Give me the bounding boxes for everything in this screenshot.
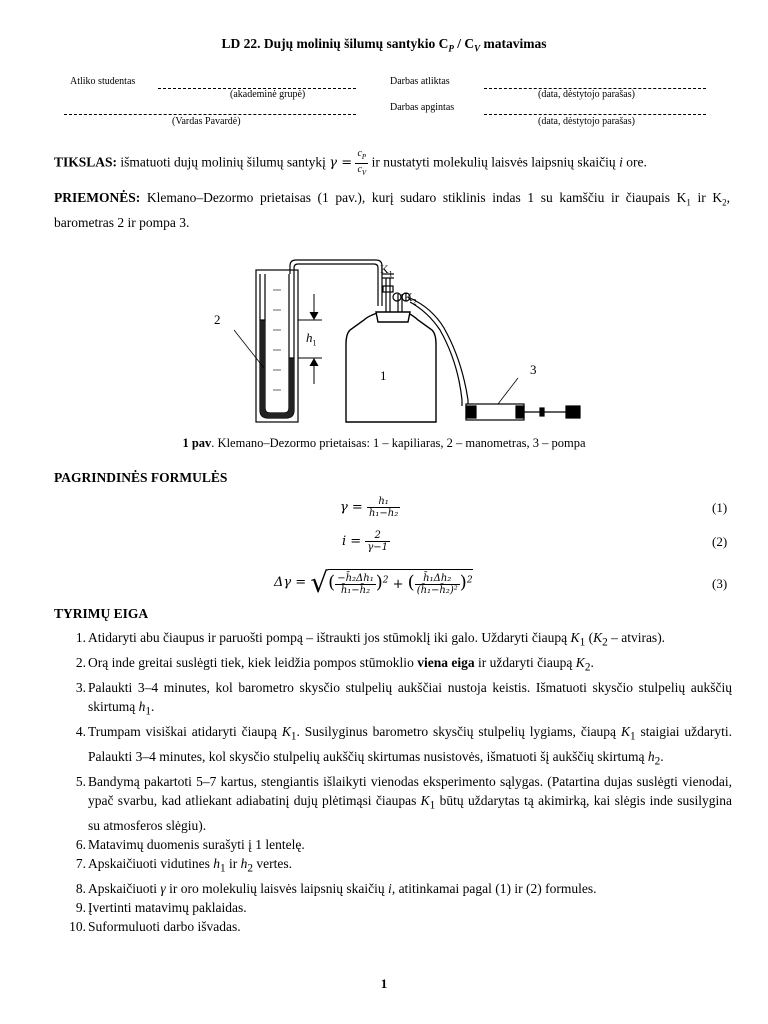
procedure-step (54, 898, 732, 917)
defended-label: Darbas apgintas (390, 102, 455, 113)
glass-bottle (346, 312, 436, 422)
figure-label-1: 1 (380, 368, 387, 383)
equipment-paragraph: PRIEMONĖS: Klemano–Dezormo prietaisas (1 pav.), kurį sudaro stiklinis indas 1 su kamščiu ir čiaupais $K_1$ ir $K_2$, barometras 2 ir pompa 3. (54, 190, 731, 230)
page-title: LD 22. Dujų molinių šilumų santykio $C_P / C_V$ matavimas (221, 36, 547, 54)
procedure-step (54, 653, 732, 678)
formulas-heading: PAGRINDINĖS FORMULĖS (54, 470, 228, 485)
page-number: 1 (380, 976, 388, 991)
formula-3: Δγ = √( $\frac{\text{−h̄₂Δh₁}}{\text{h̄₁−h̄₂}}$ )$^2$ + ( $\frac{\text{h̄₁Δh₂}}{\text{(h̄₁−h̄₂)²}}$ )$^2$ (274, 566, 473, 599)
procedure-step (54, 879, 732, 898)
step-number: 4. (75, 723, 86, 739)
formula-3-number: (3) (712, 576, 728, 591)
manometer (256, 270, 298, 422)
step-text: Suformuluoti darbo išvadas. (88, 919, 241, 935)
figure-label-h1: $h_1$ (306, 330, 317, 348)
connecting-pipe (290, 260, 394, 306)
step-text: Apskaičiuoti vidutines $h_1$ ir $h_2$ vertes. (88, 856, 292, 875)
step-number: 3. (75, 679, 86, 695)
formula-1: γ = $\frac{\text{h₁}}{\text{h₁−h₂}}$ (340, 496, 399, 519)
figure-label-2: 2 (214, 312, 221, 327)
clement-desormes-apparatus-figure (200, 250, 590, 432)
step-number: 2. (75, 654, 86, 670)
step-number: 6. (75, 836, 86, 852)
procedure-step (54, 678, 732, 722)
procedure-step (54, 628, 732, 653)
name-caption: (Vardas Pavardė) (172, 116, 241, 127)
step-text: Įvertinti matavimų paklaidas. (88, 900, 247, 916)
formula-2: i = $\frac{2}{\gamma-1}$ (342, 530, 389, 553)
figure-caption: 1 pav. Klemano–Dezormo prietaisas: 1 – kapiliaras, 2 – manometras, 3 – pompa (182, 436, 586, 450)
pump (466, 378, 580, 420)
step-text: Bandymą pakartoti 5–7 kartus, stengiantis išlaikyti vienodas eksperimento sąlygas. (Patartina dujas suslėgti vienodai, ypač svarbu, kad atliekant adiabatinį dujų plėtimąsi čiaupas $K_1$ būtų uždarytas tą akimirką, kai slėgis inde susilygina su atmosferos slėgiu). (88, 773, 732, 833)
procedure-list (54, 628, 732, 937)
procedure-step (54, 722, 732, 772)
step-text: Matavimų duomenis surašyti į 1 lentelę. (88, 836, 305, 852)
step-number: 7. (75, 856, 86, 872)
procedure-step (54, 835, 732, 854)
step-text: Orą inde greitai suslėgti tiek, kiek leidžia pompos stūmoklio viena eiga ir uždaryti čiaupą $K_2$. (88, 654, 594, 674)
date-caption-2: (data, dėstytojo parašas) (538, 116, 635, 127)
figure-label-3: 3 (530, 362, 537, 377)
procedure-heading: TYRIMŲ EIGA (54, 606, 149, 621)
goal-fraction: $\frac{c_P}{c_V}$ (357, 148, 367, 177)
step-number: 10. (69, 919, 86, 935)
step-text: Apskaičiuoti γ ir oro molekulių laisvės laipsnių skaičių i, atitinkamai pagal (1) ir (2) formules. (88, 881, 597, 897)
step-number: 9. (75, 900, 86, 916)
figure-label-k1: $K_1$ (380, 262, 393, 279)
figure-label-k2: $K_2$ (404, 290, 417, 307)
step-number: 5. (75, 773, 86, 789)
student-label: Atliko studentas (70, 76, 136, 87)
done-label: Darbas atliktas (390, 76, 450, 87)
valve-k2 (393, 293, 468, 406)
goal-paragraph: TIKSLAS: išmatuoti dujų molinių šilumų santykį γ = $\frac{c_P}{c_V}$ ir nustatyti molekulių laisvės laipsnių skaičių i ore. (54, 148, 647, 177)
step-text: Atidaryti abu čiaupus ir paruošti pompą – ištraukti jos stūmoklį iki galo. Uždaryti čiaupą $K_1$ ($K_2$ – atviras). (88, 630, 666, 649)
procedure-step (54, 854, 732, 879)
formula-1-number: (1) (712, 500, 728, 515)
defended-line (484, 114, 706, 115)
formula-2-number: (2) (712, 534, 728, 549)
valve-k1 (383, 278, 393, 312)
procedure-step (54, 772, 732, 835)
step-text: Palaukti 3–4 minutes, kol barometro skysčio stulpelių aukščiai nustoja keistis. Išmatuoti skysčio stulpelių aukščių skirtumą $h_1$. (88, 679, 732, 718)
step-number: 1. (75, 630, 86, 645)
name-line (64, 114, 356, 115)
group-caption: (akademinė grupė) (230, 89, 306, 100)
step-text: Trumpam visiškai atidaryti čiaupą $K_1$. Susilyginus barometro skysčių stulpelių lygiams, čiaupą $K_1$ staigiai uždaryti. Palaukti 3–4 minutes, kol skysčio stulpelių aukščių skirtumas nusistovės, išmatuoti šį aukščių skirtumą $h_2$. (88, 723, 732, 768)
date-caption-1: (data, dėstytojo parašas) (538, 89, 635, 100)
step-number: 8. (75, 881, 86, 897)
procedure-step (54, 917, 732, 936)
